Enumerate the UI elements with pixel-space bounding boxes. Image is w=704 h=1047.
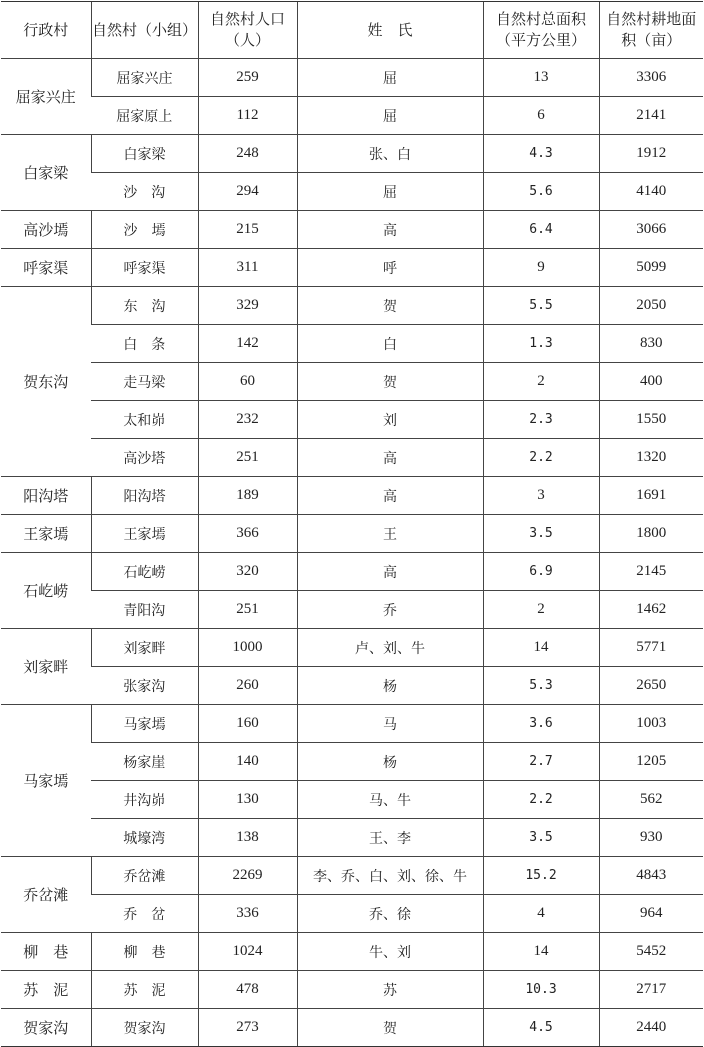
total-area-cell: 9 — [483, 249, 599, 287]
population-cell: 2269 — [198, 857, 297, 895]
total-area-cell: 13 — [483, 59, 599, 97]
farmland-area-cell: 830 — [599, 325, 703, 363]
population-cell: 259 — [198, 59, 297, 97]
total-area-cell: 5.6 — [483, 173, 599, 211]
farmland-area-cell: 1550 — [599, 401, 703, 439]
admin-village-cell: 苏 泥 — [1, 971, 91, 1009]
farmland-area-cell: 1205 — [599, 743, 703, 781]
population-cell: 294 — [198, 173, 297, 211]
admin-village-cell: 高沙墕 — [1, 211, 91, 249]
farmland-area-cell: 2650 — [599, 667, 703, 705]
total-area-cell: 3 — [483, 477, 599, 515]
farmland-area-cell: 4843 — [599, 857, 703, 895]
admin-village-cell: 白家梁 — [1, 135, 91, 211]
table-body — [1, 59, 703, 1047]
natural-village-cell: 太和峁 — [91, 401, 198, 439]
natural-village-cell: 贺家沟 — [91, 1009, 198, 1047]
admin-village-cell: 王家墕 — [1, 515, 91, 553]
admin-village-cell: 柳 巷 — [1, 933, 91, 971]
table-row — [1, 857, 703, 895]
farmland-area-cell: 2717 — [599, 971, 703, 1009]
natural-village-cell: 高沙塔 — [91, 439, 198, 477]
natural-village-cell: 白家梁 — [91, 135, 198, 173]
population-cell: 336 — [198, 895, 297, 933]
farmland-area-cell: 5099 — [599, 249, 703, 287]
total-area-cell: 6 — [483, 97, 599, 135]
natural-village-cell: 白 条 — [91, 325, 198, 363]
farmland-area-cell: 2141 — [599, 97, 703, 135]
farmland-area-cell: 5452 — [599, 933, 703, 971]
table-row — [1, 667, 703, 705]
population-cell: 1000 — [198, 629, 297, 667]
natural-village-cell: 张家沟 — [91, 667, 198, 705]
natural-village-cell: 乔岔滩 — [91, 857, 198, 895]
admin-village-cell: 石屹崂 — [1, 553, 91, 629]
population-cell: 112 — [198, 97, 297, 135]
farmland-area-cell: 1800 — [599, 515, 703, 553]
table-row — [1, 1009, 703, 1047]
farmland-area-cell: 1003 — [599, 705, 703, 743]
population-cell: 130 — [198, 781, 297, 819]
natural-village-cell: 走马梁 — [91, 363, 198, 401]
surname-cell: 呼 — [297, 249, 483, 287]
surname-cell: 高 — [297, 439, 483, 477]
natural-village-cell: 屈家原上 — [91, 97, 198, 135]
surname-cell: 李、乔、白、刘、徐、牛 — [297, 857, 483, 895]
total-area-cell: 5.3 — [483, 667, 599, 705]
surname-cell: 杨 — [297, 667, 483, 705]
surname-cell: 乔 — [297, 591, 483, 629]
population-cell: 1024 — [198, 933, 297, 971]
population-cell: 251 — [198, 591, 297, 629]
header-population: 自然村人口（人） — [198, 2, 297, 59]
population-cell: 366 — [198, 515, 297, 553]
table-row — [1, 59, 703, 97]
admin-village-cell: 马家墕 — [1, 705, 91, 857]
total-area-cell: 4 — [483, 895, 599, 933]
total-area-cell: 14 — [483, 629, 599, 667]
surname-cell: 刘 — [297, 401, 483, 439]
header-row — [1, 2, 703, 59]
natural-village-cell: 苏 泥 — [91, 971, 198, 1009]
total-area-cell: 2 — [483, 363, 599, 401]
header-farmland-area: 自然村耕地面积（亩） — [599, 2, 703, 59]
farmland-area-cell: 2145 — [599, 553, 703, 591]
surname-cell: 王、李 — [297, 819, 483, 857]
population-cell: 215 — [198, 211, 297, 249]
table-row — [1, 249, 703, 287]
header-total-area: 自然村总面积（平方公里） — [483, 2, 599, 59]
natural-village-cell: 石屹崂 — [91, 553, 198, 591]
surname-cell: 高 — [297, 211, 483, 249]
population-cell: 478 — [198, 971, 297, 1009]
surname-cell: 卢、刘、牛 — [297, 629, 483, 667]
farmland-area-cell: 1320 — [599, 439, 703, 477]
total-area-cell: 1.3 — [483, 325, 599, 363]
farmland-area-cell: 4140 — [599, 173, 703, 211]
total-area-cell: 2.3 — [483, 401, 599, 439]
natural-village-cell: 柳 巷 — [91, 933, 198, 971]
village-table — [1, 1, 703, 1047]
surname-cell: 杨 — [297, 743, 483, 781]
farmland-area-cell: 3306 — [599, 59, 703, 97]
table-row — [1, 591, 703, 629]
farmland-area-cell: 930 — [599, 819, 703, 857]
surname-cell: 马、牛 — [297, 781, 483, 819]
total-area-cell: 10.3 — [483, 971, 599, 1009]
table-row — [1, 135, 703, 173]
admin-village-cell: 呼家渠 — [1, 249, 91, 287]
natural-village-cell: 沙 沟 — [91, 173, 198, 211]
population-cell: 232 — [198, 401, 297, 439]
table-row — [1, 97, 703, 135]
total-area-cell: 2.2 — [483, 781, 599, 819]
surname-cell: 屈 — [297, 97, 483, 135]
admin-village-cell: 贺家沟 — [1, 1009, 91, 1047]
total-area-cell: 4.5 — [483, 1009, 599, 1047]
natural-village-cell: 呼家渠 — [91, 249, 198, 287]
total-area-cell: 5.5 — [483, 287, 599, 325]
surname-cell: 贺 — [297, 363, 483, 401]
surname-cell: 屈 — [297, 59, 483, 97]
population-cell: 60 — [198, 363, 297, 401]
population-cell: 142 — [198, 325, 297, 363]
total-area-cell: 14 — [483, 933, 599, 971]
table-row — [1, 439, 703, 477]
farmland-area-cell: 5771 — [599, 629, 703, 667]
admin-village-cell: 阳沟塔 — [1, 477, 91, 515]
farmland-area-cell: 400 — [599, 363, 703, 401]
table-row — [1, 705, 703, 743]
total-area-cell: 15.2 — [483, 857, 599, 895]
admin-village-cell: 屈家兴庄 — [1, 59, 91, 135]
surname-cell: 白 — [297, 325, 483, 363]
population-cell: 160 — [198, 705, 297, 743]
table-row — [1, 401, 703, 439]
table-row — [1, 743, 703, 781]
farmland-area-cell: 2050 — [599, 287, 703, 325]
header-surname: 姓 氏 — [297, 2, 483, 59]
natural-village-cell: 城壕湾 — [91, 819, 198, 857]
natural-village-cell: 阳沟塔 — [91, 477, 198, 515]
population-cell: 248 — [198, 135, 297, 173]
table-row — [1, 515, 703, 553]
farmland-area-cell: 1691 — [599, 477, 703, 515]
surname-cell: 牛、刘 — [297, 933, 483, 971]
natural-village-cell: 刘家畔 — [91, 629, 198, 667]
farmland-area-cell: 3066 — [599, 211, 703, 249]
natural-village-cell: 井沟峁 — [91, 781, 198, 819]
natural-village-cell: 王家墕 — [91, 515, 198, 553]
surname-cell: 高 — [297, 477, 483, 515]
population-cell: 138 — [198, 819, 297, 857]
total-area-cell: 6.4 — [483, 211, 599, 249]
table-row — [1, 477, 703, 515]
table-row — [1, 173, 703, 211]
farmland-area-cell: 1912 — [599, 135, 703, 173]
population-cell: 273 — [198, 1009, 297, 1047]
admin-village-cell: 刘家畔 — [1, 629, 91, 705]
surname-cell: 乔、徐 — [297, 895, 483, 933]
table-row — [1, 895, 703, 933]
header-admin-village: 行政村 — [1, 2, 91, 59]
total-area-cell: 3.5 — [483, 819, 599, 857]
surname-cell: 王 — [297, 515, 483, 553]
total-area-cell: 2.7 — [483, 743, 599, 781]
surname-cell: 贺 — [297, 287, 483, 325]
surname-cell: 屈 — [297, 173, 483, 211]
natural-village-cell: 马家墕 — [91, 705, 198, 743]
natural-village-cell: 东 沟 — [91, 287, 198, 325]
surname-cell: 贺 — [297, 1009, 483, 1047]
table-row — [1, 933, 703, 971]
natural-village-cell: 屈家兴庄 — [91, 59, 198, 97]
natural-village-cell: 青阳沟 — [91, 591, 198, 629]
farmland-area-cell: 1462 — [599, 591, 703, 629]
surname-cell: 张、白 — [297, 135, 483, 173]
admin-village-cell: 贺东沟 — [1, 287, 91, 477]
admin-village-cell: 乔岔滩 — [1, 857, 91, 933]
header-natural-village: 自然村（小组） — [91, 2, 198, 59]
table-row — [1, 553, 703, 591]
population-cell: 251 — [198, 439, 297, 477]
population-cell: 189 — [198, 477, 297, 515]
table-row — [1, 325, 703, 363]
population-cell: 260 — [198, 667, 297, 705]
population-cell: 140 — [198, 743, 297, 781]
total-area-cell: 6.9 — [483, 553, 599, 591]
natural-village-cell: 沙 墕 — [91, 211, 198, 249]
table-row — [1, 363, 703, 401]
surname-cell: 高 — [297, 553, 483, 591]
surname-cell: 马 — [297, 705, 483, 743]
total-area-cell: 3.5 — [483, 515, 599, 553]
table-row — [1, 819, 703, 857]
table-row — [1, 211, 703, 249]
surname-cell: 苏 — [297, 971, 483, 1009]
table-row — [1, 287, 703, 325]
population-cell: 311 — [198, 249, 297, 287]
population-cell: 329 — [198, 287, 297, 325]
total-area-cell: 2.2 — [483, 439, 599, 477]
natural-village-cell: 乔 岔 — [91, 895, 198, 933]
total-area-cell: 2 — [483, 591, 599, 629]
population-cell: 320 — [198, 553, 297, 591]
farmland-area-cell: 2440 — [599, 1009, 703, 1047]
table-row — [1, 781, 703, 819]
table-row — [1, 629, 703, 667]
total-area-cell: 3.6 — [483, 705, 599, 743]
farmland-area-cell: 964 — [599, 895, 703, 933]
table-row — [1, 971, 703, 1009]
natural-village-cell: 杨家崖 — [91, 743, 198, 781]
total-area-cell: 4.3 — [483, 135, 599, 173]
farmland-area-cell: 562 — [599, 781, 703, 819]
